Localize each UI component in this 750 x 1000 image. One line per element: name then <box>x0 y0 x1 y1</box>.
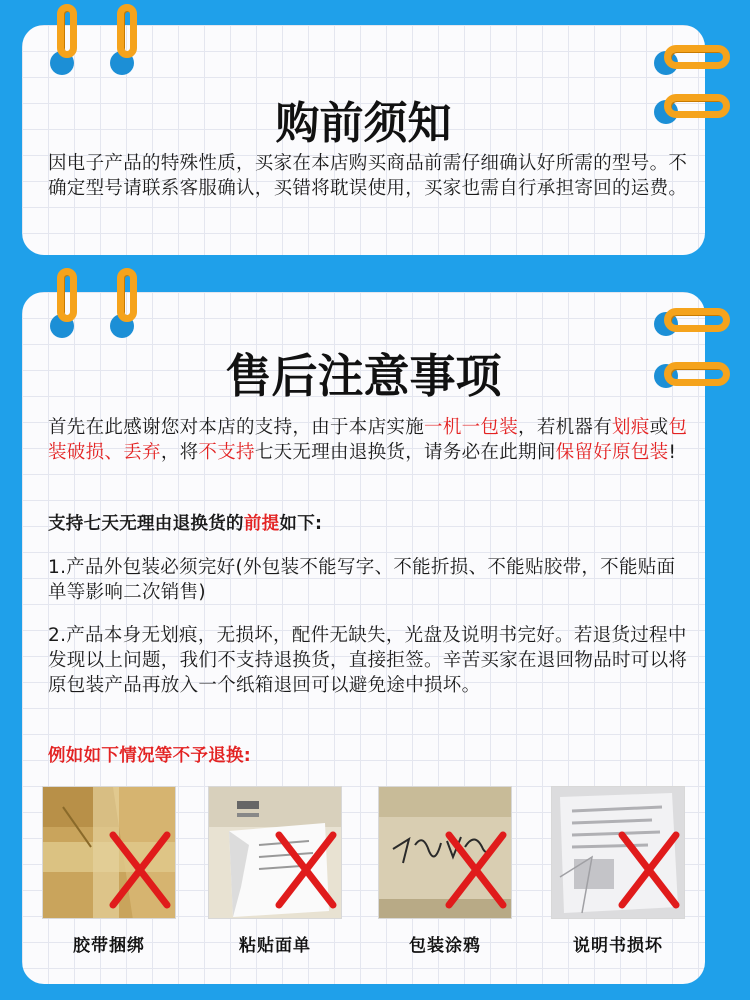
binder-ring <box>117 268 137 322</box>
example-taped-box <box>42 786 176 956</box>
binder-ring <box>664 45 730 69</box>
binder-ring <box>57 268 77 322</box>
example-damaged-manual <box>551 786 685 956</box>
binder-ring <box>664 308 730 332</box>
heading-segment: 支持七天无理由退换货的 <box>48 514 244 534</box>
example-label: 胶带捆绑 <box>73 936 145 956</box>
shipping-label-photo-icon <box>208 786 342 919</box>
condition-item-1: 1.产品外包装必须完好(外包装不能写字、不能折损、不能贴胶带，不能贴面单等影响二次销售) <box>48 557 676 603</box>
heading-highlight: 前提 <box>243 514 280 534</box>
intro-highlight: 保留好原包装 <box>555 442 669 463</box>
intro-highlight: 不支持 <box>198 442 255 463</box>
purchase-notice-text: 因电子产品的特殊性质，买家在本店购买商品前需仔细确认好所需的型号。不确定型号请联系客服确认，买错将耽误使用，买家也需自行承担寄回的运费。 <box>48 153 688 199</box>
example-label: 说明书损坏 <box>573 936 663 956</box>
intro-highlight: 包装破损、丢弃 <box>48 417 688 463</box>
page-title: 购前须知 <box>275 98 452 149</box>
scribbled-box-photo-icon <box>378 786 512 919</box>
intro-text <box>48 415 688 465</box>
intro-segment: ! <box>668 442 677 463</box>
pre-purchase-notice-card <box>22 25 705 255</box>
section-title: 售后注意事项 <box>225 349 502 403</box>
after-sales-card <box>22 292 705 984</box>
intro-segment: ，若机器有 <box>518 417 613 438</box>
binder-ring <box>117 4 137 58</box>
intro-highlight: 划痕 <box>612 417 650 438</box>
binder-ring <box>57 4 77 58</box>
binder-ring <box>664 362 730 386</box>
binder-ring <box>664 94 730 118</box>
example-label: 粘贴面单 <box>239 936 311 956</box>
intro-segment: 首先在此感谢您对本店的支持，由于本店实施 <box>48 417 425 438</box>
conditions-heading <box>48 512 688 537</box>
intro-segment: 或 <box>649 417 669 438</box>
intro-highlight: 一机一包装 <box>424 417 519 438</box>
condition-item-2: 2.产品本身无划痕，无损坏，配件无缺失，光盘及说明书完好。若退货过程中发现以上问题，我们不支持退换货，直接拒签。辛苦买家在退回物品时可以将原包装产品再放入一个纸箱退回可以避免途中损坏。 <box>48 625 688 696</box>
taped-box-photo-icon <box>42 786 176 919</box>
examples-row <box>42 786 687 966</box>
example-shipping-label <box>208 786 342 956</box>
heading-segment: 如下: <box>279 514 323 534</box>
example-label: 包装涂鸦 <box>409 936 481 956</box>
example-scribbled-box <box>378 786 512 956</box>
intro-segment: 七天无理由退换货，请务必在此期间 <box>254 442 556 463</box>
damaged-manual-photo-icon <box>551 786 685 919</box>
examples-heading: 例如如下情况等不予退换: <box>48 746 252 766</box>
intro-segment: ，将 <box>160 442 199 463</box>
